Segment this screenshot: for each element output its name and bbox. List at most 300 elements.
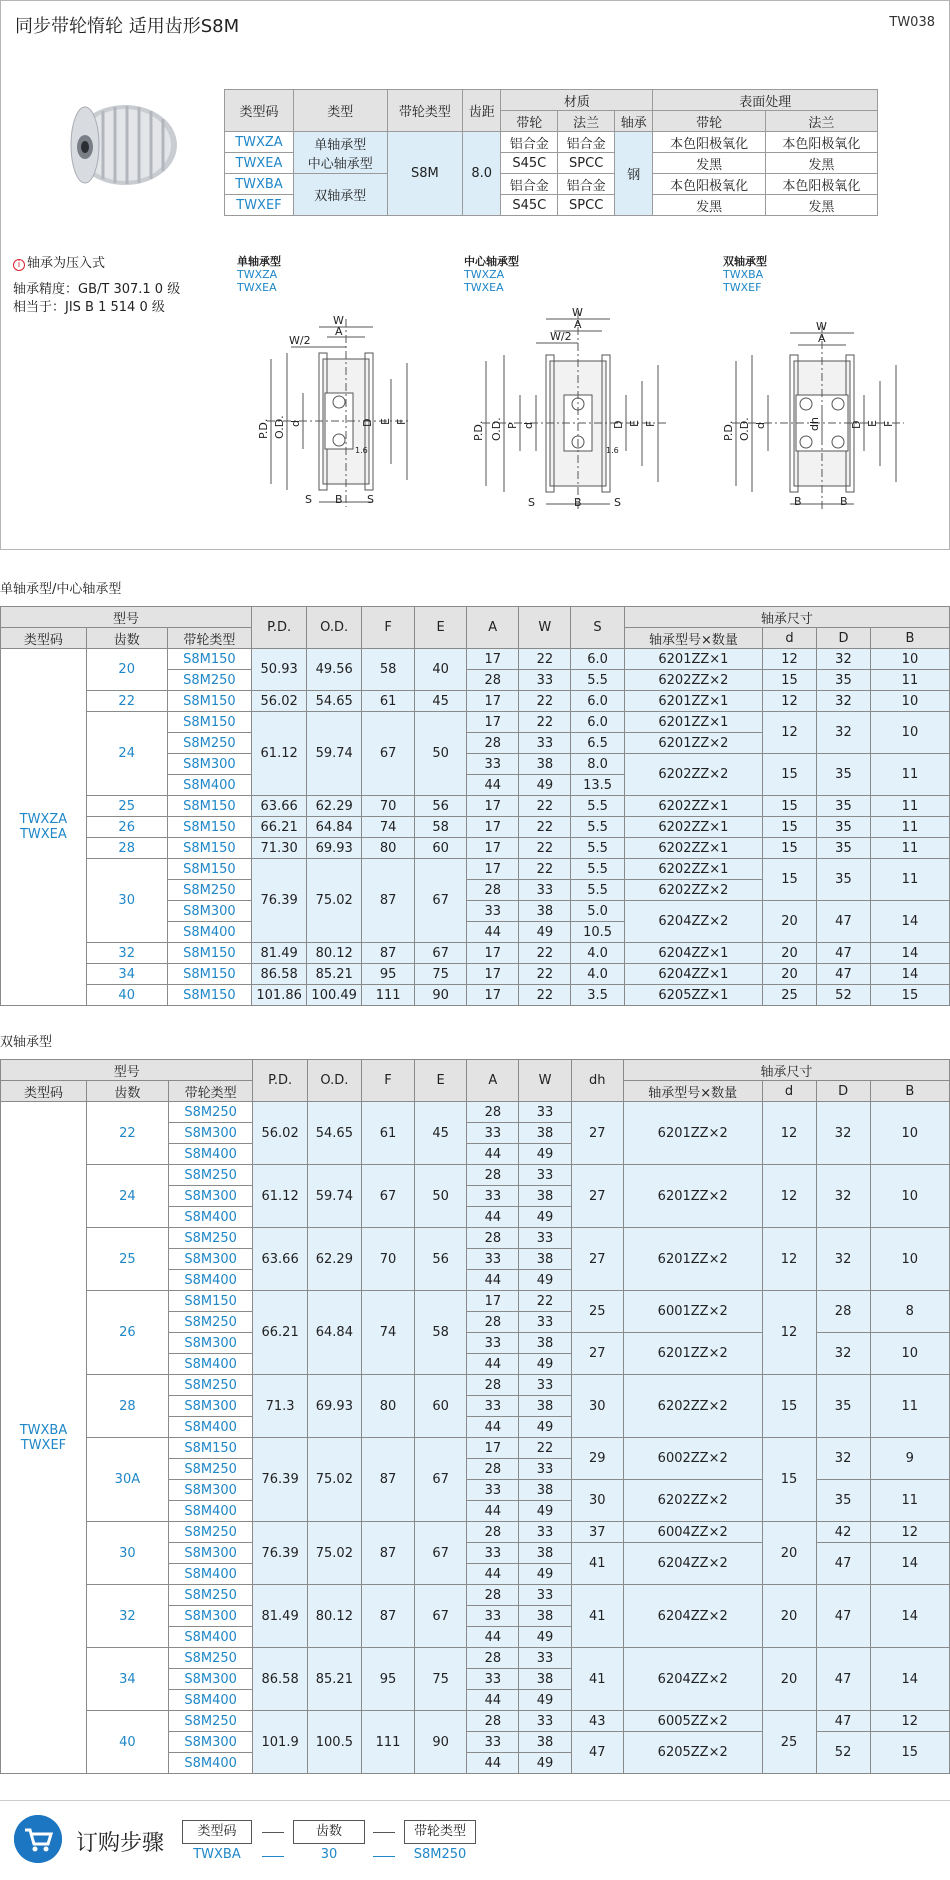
col-type-code: 类型码 xyxy=(1,1081,87,1102)
col-e: E xyxy=(415,607,467,649)
bearing-d-cell: 15 xyxy=(763,838,817,859)
pulley-type-link[interactable]: S8M400 xyxy=(167,775,252,796)
w-cell: 22 xyxy=(519,712,571,733)
f-cell: 87 xyxy=(362,859,415,943)
pulley-type-link[interactable]: S8M400 xyxy=(168,1501,253,1522)
pd-cell: 66.21 xyxy=(252,817,307,838)
w-cell: 38 xyxy=(519,1123,571,1144)
dim-label-pd: P.D. xyxy=(722,420,735,441)
dim-label-S: S xyxy=(528,496,535,509)
w-cell: 49 xyxy=(519,775,571,796)
a-cell: 17 xyxy=(467,859,519,880)
dim-label-w: W xyxy=(572,306,583,319)
a-cell: 28 xyxy=(467,880,519,901)
pulley-type-link[interactable]: S8M150 xyxy=(168,1291,253,1312)
diagram-code: TWXZA xyxy=(237,268,278,281)
order-separator xyxy=(262,1856,284,1857)
type-code-link[interactable]: TWXEA xyxy=(225,153,294,174)
bearing-D-cell: 32 xyxy=(817,691,871,712)
dim-label-pd: P.D. xyxy=(257,418,270,439)
bearing-B-cell: 10 xyxy=(870,649,949,670)
bearing-d-cell: 12 xyxy=(763,712,817,754)
a-cell: 33 xyxy=(467,1333,519,1354)
col-material: 材质 xyxy=(501,90,653,111)
s-cell: 6.0 xyxy=(571,649,624,670)
pulley-type-cell: S8M xyxy=(387,132,462,216)
diagram-caption-single xyxy=(237,255,281,294)
pulley-type-link[interactable]: S8M250 xyxy=(168,1102,253,1123)
table-row xyxy=(1,943,950,964)
table-row xyxy=(1,1585,950,1606)
f-cell: 80 xyxy=(361,1375,414,1438)
dh-cell: 27 xyxy=(571,1165,623,1228)
bearing-d-cell: 20 xyxy=(762,1585,816,1648)
col-D: D xyxy=(816,1081,870,1102)
pulley-type-link[interactable]: S8M400 xyxy=(168,1207,253,1228)
bearing-model-cell: 6202ZZ×1 xyxy=(624,817,762,838)
a-cell: 28 xyxy=(467,1711,519,1732)
bearing-B-cell: 9 xyxy=(870,1438,949,1480)
w-cell: 33 xyxy=(519,1228,571,1249)
type-cell xyxy=(293,132,387,174)
w-cell: 49 xyxy=(519,1144,571,1165)
table-row xyxy=(1,1711,950,1732)
dim-label-B: B xyxy=(574,496,582,509)
teeth-cell[interactable]: 22 xyxy=(86,1102,168,1165)
bearing-d-cell: 15 xyxy=(762,1438,816,1522)
pulley-type-link[interactable]: S8M150 xyxy=(167,712,252,733)
col-dh: dh xyxy=(571,1060,623,1102)
type-code-link[interactable]: TWXBA xyxy=(225,174,294,195)
product-header-panel xyxy=(0,0,950,550)
col-d: d xyxy=(763,628,817,649)
col-type-code: 类型码 xyxy=(225,90,294,132)
pulley-type-link[interactable]: S8M250 xyxy=(168,1312,253,1333)
w-cell: 33 xyxy=(519,1459,571,1480)
pulley-type-link[interactable]: S8M250 xyxy=(167,880,252,901)
pulley-type-link[interactable]: S8M150 xyxy=(167,964,252,985)
pulley-type-link[interactable]: S8M400 xyxy=(168,1270,253,1291)
teeth-cell[interactable]: 26 xyxy=(86,817,167,838)
pulley-type-link[interactable]: S8M300 xyxy=(167,754,252,775)
e-cell: 56 xyxy=(415,796,467,817)
pd-cell: 101.86 xyxy=(252,985,307,1006)
col-m-flange: 法兰 xyxy=(558,111,615,132)
od-cell: 75.02 xyxy=(307,1522,361,1585)
bearing-B-cell: 14 xyxy=(870,943,949,964)
teeth-cell[interactable]: 26 xyxy=(86,1291,168,1375)
od-cell: 49.56 xyxy=(307,649,362,691)
teeth-cell[interactable]: 22 xyxy=(86,691,167,712)
s-cell: 6.5 xyxy=(571,733,624,754)
dim-label-B: B xyxy=(335,493,343,506)
dh-cell: 41 xyxy=(571,1585,623,1648)
bearing-model-cell: 6002ZZ×2 xyxy=(623,1438,762,1480)
od-cell: 62.29 xyxy=(307,796,362,817)
col-f: F xyxy=(361,1060,414,1102)
diagram-title: 中心轴承型 xyxy=(464,255,519,268)
e-cell: 67 xyxy=(415,1522,467,1585)
e-cell: 67 xyxy=(415,1438,467,1522)
pulley-type-link[interactable]: S8M150 xyxy=(167,985,252,1006)
pulley-type-link[interactable]: S8M250 xyxy=(167,670,252,691)
f-cell: 70 xyxy=(361,1228,414,1291)
f-cell: 58 xyxy=(362,649,415,691)
pulley-type-link[interactable]: S8M400 xyxy=(168,1417,253,1438)
col-pulley-type: 带轮类型 xyxy=(387,90,462,132)
dim-label-S: S xyxy=(367,493,374,506)
pulley-type-link[interactable]: S8M150 xyxy=(167,859,252,880)
table-row xyxy=(1,985,950,1006)
s-cell: 4.0 xyxy=(571,964,624,985)
diagram-code: TWXZA xyxy=(464,268,505,281)
pulley-type-link[interactable]: S8M300 xyxy=(168,1186,253,1207)
s-cell: 5.5 xyxy=(571,817,624,838)
teeth-cell[interactable]: 24 xyxy=(86,1165,168,1228)
e-cell: 56 xyxy=(415,1228,467,1291)
pd-cell: 76.39 xyxy=(253,1522,307,1585)
pulley-type-link[interactable]: S8M400 xyxy=(167,922,252,943)
bearing-B-cell: 11 xyxy=(870,1480,949,1522)
bearing-model-cell: 6004ZZ×2 xyxy=(623,1522,762,1543)
f-cell: 67 xyxy=(361,1165,414,1228)
bearing-model-cell: 6202ZZ×2 xyxy=(624,670,762,691)
bearing-D-cell: 35 xyxy=(817,796,871,817)
w-cell: 49 xyxy=(519,922,571,943)
e-cell: 90 xyxy=(415,985,467,1006)
w-cell: 22 xyxy=(519,1438,571,1459)
a-cell: 17 xyxy=(467,1438,519,1459)
col-f: F xyxy=(362,607,415,649)
bearing-d-cell: 15 xyxy=(763,817,817,838)
surface-cell: 本色阳极氧化 xyxy=(765,174,877,195)
type-center: 中心轴承型 xyxy=(307,156,373,172)
dim-label-B: B xyxy=(840,495,848,508)
bearing-B-cell: 8 xyxy=(870,1291,949,1333)
table-row xyxy=(1,1291,950,1312)
teeth-cell[interactable]: 30 xyxy=(86,1522,168,1585)
spec-table-single-center xyxy=(0,606,950,1006)
bearing-model-cell: 6202ZZ×1 xyxy=(624,838,762,859)
pd-cell: 50.93 xyxy=(252,649,307,691)
a-cell: 28 xyxy=(467,670,519,691)
surface-cell: 本色阳极氧化 xyxy=(653,174,765,195)
w-cell: 22 xyxy=(519,964,571,985)
table-row xyxy=(1,1228,950,1249)
a-cell: 28 xyxy=(467,1228,519,1249)
table-row xyxy=(1,691,950,712)
pulley-type-link[interactable]: S8M150 xyxy=(167,943,252,964)
s-cell: 6.0 xyxy=(571,712,624,733)
pulley-type-link[interactable]: S8M250 xyxy=(168,1228,253,1249)
teeth-cell[interactable]: 40 xyxy=(86,1711,168,1774)
a-cell: 33 xyxy=(467,901,519,922)
dim-label-od: O.D. xyxy=(738,417,751,441)
e-cell: 40 xyxy=(415,649,467,691)
teeth-cell[interactable]: 34 xyxy=(86,964,167,985)
col-e: E xyxy=(415,1060,467,1102)
dh-cell: 27 xyxy=(571,1102,623,1165)
pulley-type-link[interactable]: S8M250 xyxy=(168,1165,253,1186)
surface-cell: 发黑 xyxy=(765,195,877,216)
w-cell: 49 xyxy=(519,1564,571,1585)
drawing-double-bearing xyxy=(722,320,921,511)
teeth-cell[interactable]: 28 xyxy=(86,838,167,859)
table-row xyxy=(1,649,950,670)
w-cell: 33 xyxy=(519,1585,571,1606)
pd-cell: 81.49 xyxy=(253,1585,307,1648)
pulley-type-link[interactable]: S8M300 xyxy=(168,1543,253,1564)
pulley-type-link[interactable]: S8M400 xyxy=(168,1753,253,1774)
a-cell: 28 xyxy=(467,733,519,754)
a-cell: 44 xyxy=(467,1354,519,1375)
bearing-B-cell: 10 xyxy=(870,1102,949,1165)
bearing-model-cell: 6201ZZ×1 xyxy=(624,649,762,670)
dh-cell: 47 xyxy=(571,1732,623,1774)
pulley-type-link[interactable]: S8M250 xyxy=(168,1711,253,1732)
w-cell: 38 xyxy=(519,901,571,922)
pulley-type-link[interactable]: S8M250 xyxy=(168,1375,253,1396)
s-cell: 5.5 xyxy=(571,796,624,817)
dim-label-a: A xyxy=(335,325,343,338)
e-cell: 75 xyxy=(415,964,467,985)
dh-cell: 29 xyxy=(571,1438,623,1480)
bearing-model-cell: 6204ZZ×2 xyxy=(623,1543,762,1585)
bearing-B-cell: 10 xyxy=(870,691,949,712)
a-cell: 44 xyxy=(467,1270,519,1291)
pd-cell: 61.12 xyxy=(253,1165,307,1228)
teeth-cell[interactable]: 40 xyxy=(86,985,167,1006)
w-cell: 33 xyxy=(519,670,571,691)
bearing-D-cell: 47 xyxy=(816,1648,870,1711)
bearing-d-cell: 12 xyxy=(762,1102,816,1165)
teeth-cell[interactable]: 25 xyxy=(86,796,167,817)
page-title: 同步带轮惰轮 适用齿形S8M xyxy=(15,16,240,37)
pulley-type-link[interactable]: S8M150 xyxy=(167,838,252,859)
od-cell: 75.02 xyxy=(307,1438,361,1522)
f-cell: 80 xyxy=(362,838,415,859)
od-cell: 69.93 xyxy=(307,838,362,859)
pulley-type-link[interactable]: S8M250 xyxy=(168,1522,253,1543)
s-cell: 5.5 xyxy=(571,859,624,880)
table-row xyxy=(1,1165,950,1186)
a-cell: 28 xyxy=(467,1459,519,1480)
teeth-cell[interactable]: 24 xyxy=(86,712,167,796)
a-cell: 17 xyxy=(467,838,519,859)
bearing-model-cell: 6201ZZ×2 xyxy=(623,1228,762,1291)
bearing-D-cell: 35 xyxy=(817,817,871,838)
type-double: 双轴承型 xyxy=(293,174,387,216)
f-cell: 87 xyxy=(361,1438,414,1522)
dim-label-F: F xyxy=(644,420,657,427)
pulley-type-link[interactable]: S8M250 xyxy=(168,1459,253,1480)
a-cell: 17 xyxy=(467,817,519,838)
teeth-cell[interactable]: 32 xyxy=(86,943,167,964)
w-cell: 49 xyxy=(519,1270,571,1291)
col-od: O.D. xyxy=(307,607,362,649)
pulley-type-link[interactable]: S8M300 xyxy=(168,1480,253,1501)
teeth-cell[interactable]: 20 xyxy=(86,649,167,691)
w-cell: 33 xyxy=(519,1102,571,1123)
pulley-type-link[interactable]: S8M400 xyxy=(168,1564,253,1585)
pulley-type-link[interactable]: S8M300 xyxy=(168,1732,253,1753)
s-cell: 10.5 xyxy=(571,922,624,943)
dh-cell: 37 xyxy=(571,1522,623,1543)
s-cell: 5.5 xyxy=(571,838,624,859)
col-pd: P.D. xyxy=(253,1060,307,1102)
col-d: d xyxy=(762,1081,816,1102)
pulley-type-link[interactable]: S8M150 xyxy=(167,649,252,670)
pulley-type-link[interactable]: S8M400 xyxy=(168,1144,253,1165)
pulley-type-link[interactable]: S8M300 xyxy=(168,1123,253,1144)
pulley-type-link[interactable]: S8M400 xyxy=(168,1354,253,1375)
a-cell: 17 xyxy=(467,943,519,964)
teeth-cell[interactable]: 30A xyxy=(86,1438,168,1522)
teeth-cell[interactable]: 25 xyxy=(86,1228,168,1291)
pd-cell: 61.12 xyxy=(252,712,307,796)
dim-label-B: B xyxy=(794,495,802,508)
surface-cell: 发黑 xyxy=(653,153,765,174)
col-teeth: 齿数 xyxy=(86,1081,168,1102)
bearing-model-cell: 6204ZZ×1 xyxy=(624,964,762,985)
dim-label-F: F xyxy=(395,418,408,425)
teeth-cell[interactable]: 34 xyxy=(86,1648,168,1711)
a-cell: 33 xyxy=(467,1669,519,1690)
od-cell: 64.84 xyxy=(307,1291,361,1375)
bearing-B-cell: 14 xyxy=(870,1543,949,1585)
a-cell: 33 xyxy=(467,1480,519,1501)
type-code-link[interactable]: TWXZA xyxy=(225,132,294,153)
diagram-title: 单轴承型 xyxy=(237,255,281,268)
bearing-model-cell: 6201ZZ×2 xyxy=(624,733,762,754)
pulley-type-link[interactable]: S8M300 xyxy=(168,1396,253,1417)
pulley-type-link[interactable]: S8M300 xyxy=(167,901,252,922)
w-cell: 22 xyxy=(519,1291,571,1312)
dim-label-d: d xyxy=(522,422,535,429)
w-cell: 33 xyxy=(519,1711,571,1732)
s-cell: 13.5 xyxy=(571,775,624,796)
bearing-material-cell: 钢 xyxy=(615,132,653,216)
f-cell: 87 xyxy=(362,943,415,964)
bearing-d-cell: 20 xyxy=(763,901,817,943)
col-bearing-size: 轴承尺寸 xyxy=(623,1060,949,1081)
bearing-model-cell: 6201ZZ×1 xyxy=(624,691,762,712)
pulley-type-link[interactable]: S8M250 xyxy=(168,1648,253,1669)
e-cell: 60 xyxy=(415,838,467,859)
pulley-type-link[interactable]: S8M300 xyxy=(168,1249,253,1270)
pulley-type-link[interactable]: S8M250 xyxy=(168,1585,253,1606)
pulley-type-link[interactable]: S8M150 xyxy=(167,817,252,838)
w-cell: 33 xyxy=(519,1648,571,1669)
pulley-type-link[interactable]: S8M150 xyxy=(167,691,252,712)
dim-label-pd: P.D. xyxy=(472,420,485,441)
drawing-single-bearing xyxy=(251,309,421,514)
material-cell: SPCC xyxy=(558,195,615,216)
surface-cell: 本色阳极氧化 xyxy=(653,132,765,153)
pulley-type-link[interactable]: S8M400 xyxy=(168,1627,253,1648)
pd-cell: 76.39 xyxy=(252,859,307,943)
od-cell: 59.74 xyxy=(307,1165,361,1228)
pd-cell: 71.30 xyxy=(252,838,307,859)
w-cell: 49 xyxy=(519,1501,571,1522)
pulley-type-link[interactable]: S8M150 xyxy=(167,796,252,817)
type-code-link[interactable]: TWXEF xyxy=(225,195,294,216)
pulley-type-link[interactable]: S8M300 xyxy=(168,1606,253,1627)
w-cell: 33 xyxy=(519,1375,571,1396)
bearing-D-cell: 32 xyxy=(816,1165,870,1228)
e-cell: 90 xyxy=(415,1711,467,1774)
bearing-B-cell: 12 xyxy=(870,1522,949,1543)
od-cell: 100.5 xyxy=(307,1711,361,1774)
bearing-model-cell: 6005ZZ×2 xyxy=(623,1711,762,1732)
col-D: D xyxy=(817,628,871,649)
a-cell: 17 xyxy=(467,691,519,712)
w-cell: 22 xyxy=(519,838,571,859)
a-cell: 44 xyxy=(467,775,519,796)
material-cell: 铝合金 xyxy=(558,132,615,153)
od-cell: 100.49 xyxy=(307,985,362,1006)
dim-label-d: d xyxy=(754,422,767,429)
a-cell: 44 xyxy=(467,922,519,943)
pulley-type-link[interactable]: S8M300 xyxy=(168,1669,253,1690)
e-cell: 50 xyxy=(415,712,467,796)
dim-label-w2: W/2 xyxy=(550,330,572,343)
table-row xyxy=(1,712,950,733)
bearing-B-cell: 10 xyxy=(870,1333,949,1375)
bearing-B-cell: 10 xyxy=(870,1228,949,1291)
bearing-B-cell: 14 xyxy=(870,901,949,943)
a-cell: 28 xyxy=(467,1585,519,1606)
w-cell: 22 xyxy=(519,796,571,817)
pd-cell: 86.58 xyxy=(253,1648,307,1711)
material-table xyxy=(224,89,878,216)
bearing-B-cell: 11 xyxy=(870,670,949,691)
bearing-D-cell: 32 xyxy=(816,1228,870,1291)
bearing-model-cell: 6202ZZ×1 xyxy=(624,796,762,817)
bearing-B-cell: 14 xyxy=(870,1648,949,1711)
pulley-type-link[interactable]: S8M400 xyxy=(168,1690,253,1711)
bearing-d-cell: 20 xyxy=(762,1648,816,1711)
dim-label-r: 1.6 xyxy=(355,446,368,455)
dim-label-a: A xyxy=(574,318,582,331)
col-B: B xyxy=(870,628,949,649)
type-codes-cell[interactable]: TWXBA TWXEF xyxy=(1,1102,87,1774)
teeth-cell[interactable]: 28 xyxy=(86,1375,168,1438)
pulley-type-link[interactable]: S8M250 xyxy=(167,733,252,754)
od-cell: 85.21 xyxy=(307,1648,361,1711)
teeth-cell[interactable]: 30 xyxy=(86,859,167,943)
a-cell: 33 xyxy=(467,1396,519,1417)
material-cell: SPCC xyxy=(558,153,615,174)
bearing-D-cell: 47 xyxy=(817,964,871,985)
teeth-cell[interactable]: 32 xyxy=(86,1585,168,1648)
e-cell: 45 xyxy=(415,691,467,712)
w-cell: 33 xyxy=(519,1312,571,1333)
w-cell: 49 xyxy=(519,1627,571,1648)
bearing-D-cell: 47 xyxy=(816,1585,870,1648)
pulley-type-link[interactable]: S8M300 xyxy=(168,1333,253,1354)
type-codes-cell[interactable]: TWXZA TWXEA xyxy=(1,649,87,1006)
od-cell: 54.65 xyxy=(307,691,362,712)
pd-cell: 66.21 xyxy=(253,1291,307,1375)
w-cell: 49 xyxy=(519,1354,571,1375)
bearing-B-cell: 11 xyxy=(870,859,949,901)
f-cell: 70 xyxy=(362,796,415,817)
col-pulley-type: 带轮类型 xyxy=(168,1081,253,1102)
bearing-D-cell: 32 xyxy=(816,1333,870,1375)
col-pitch: 齿距 xyxy=(463,90,501,132)
pulley-type-link[interactable]: S8M150 xyxy=(168,1438,253,1459)
